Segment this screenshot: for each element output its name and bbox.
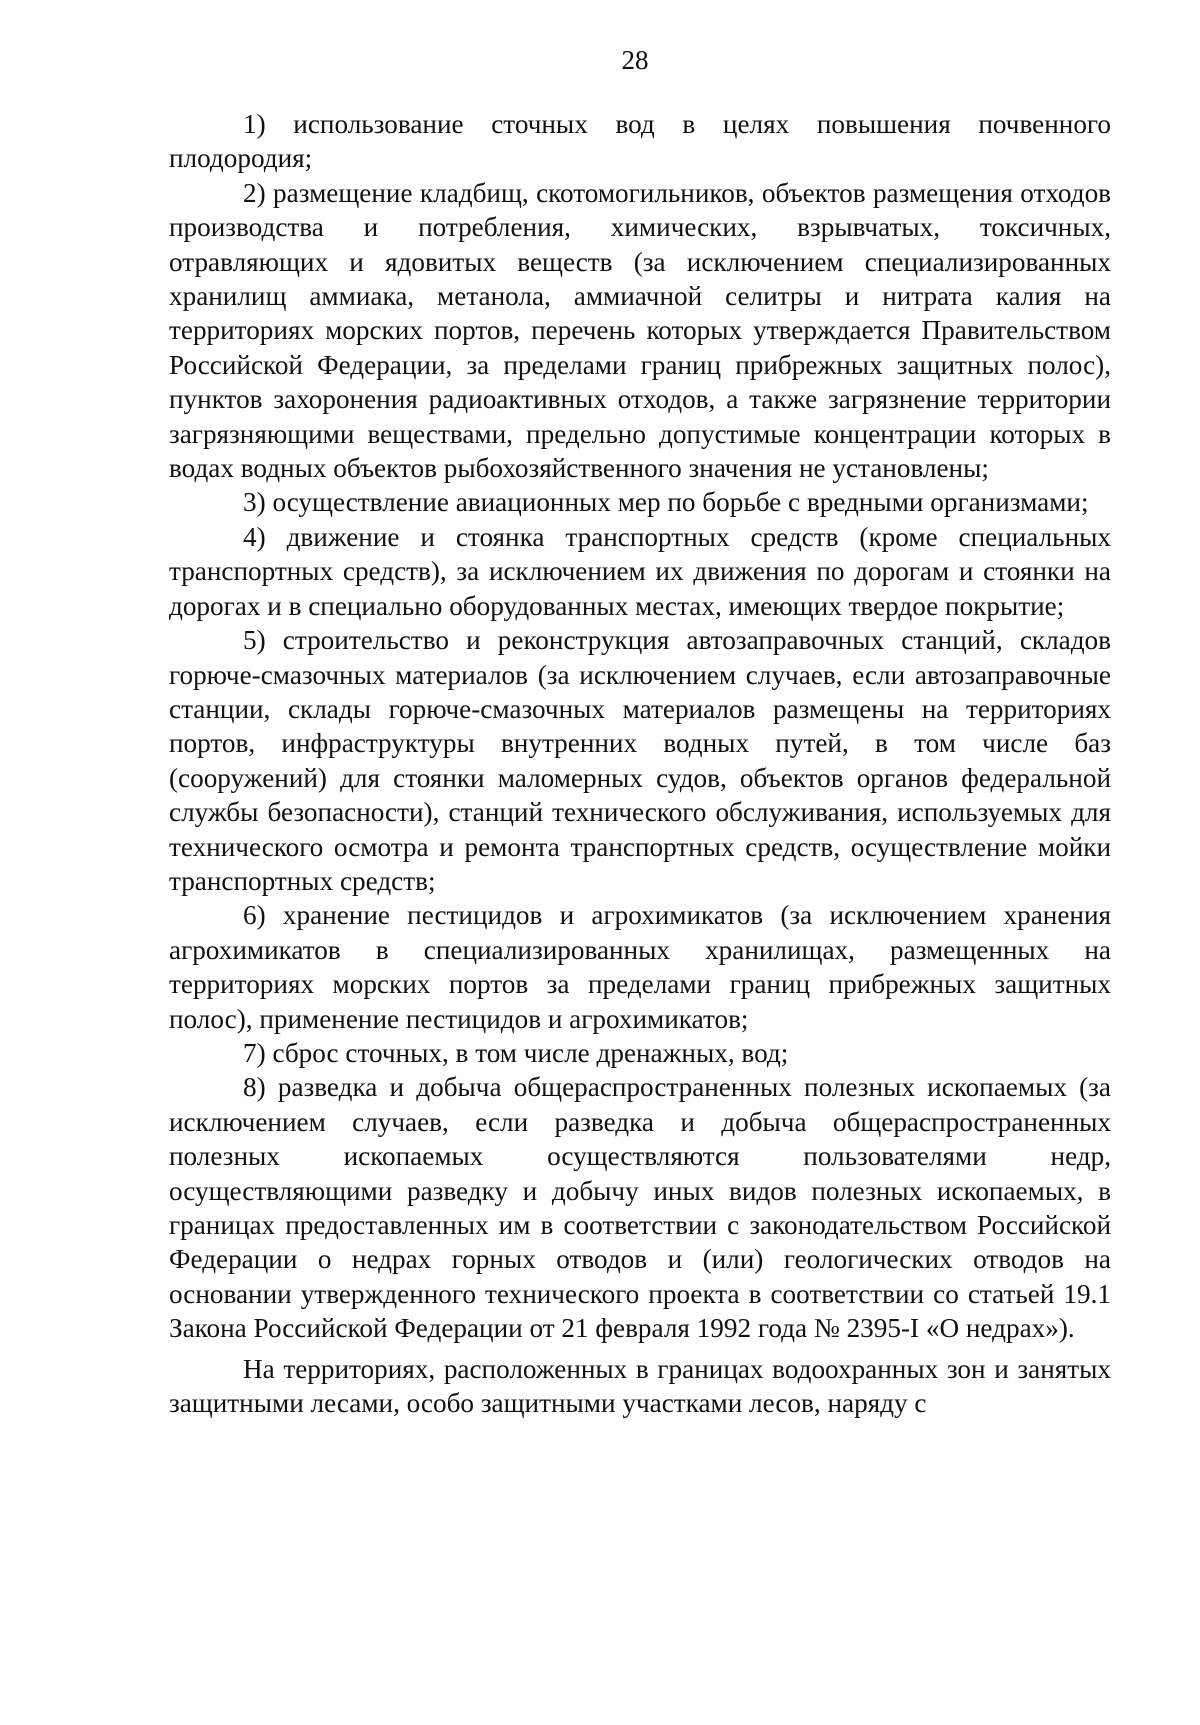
paragraph-water-protection-zones: На территориях, расположенных в границах водоохранных зон и занятых защитными лесами, особо защитными участками лесов, наряду с xyxy=(169,1353,1111,1419)
paragraph-item-8: 8) разведка и добыча общераспространенных полезных ископаемых (за исключением случаев, если разведка и добыча общераспространенных полезных ископаемых осуществляются пользователями недр, осуществляющими разведку и добычу иных видов полезных ископаемых, в границах предоставленных им в соответствии с законодательством Российской Федерации о недрах горных отводов и (или) геологических отводов на основании утвержденного технического проекта в соответствии со статьей 19.1 Закона Российской Федерации от 21 февраля 1992 года № 2395-I «О недрах»). xyxy=(169,1072,1111,1344)
paragraph-item-4: 4) движение и стоянка транспортных средств (кроме специальных транспортных средств), за исключением их движения по дорогам и стоянки на дорогах и в специально оборудованных местах, имеющих твердое покрытие; xyxy=(169,521,1111,621)
paragraph-item-2: 2) размещение кладбищ, скотомогильников, объектов размещения отходов производства и потребления, химических, взрывчатых, токсичных, отравляющих и ядовитых веществ (за исключением специализированных хранилищ аммиака, метанола, аммиачной селитры и нитрата калия на территориях морских портов, перечень которых утверждается Правительством Российской Федерации, за пределами границ прибрежных защитных полос), пунктов захоронения радиоактивных отходов, а также загрязнение территории загрязняющими веществами, предельно допустимые концентрации которых в водах водных объектов рыбохозяйственного значения не установлены; xyxy=(169,177,1111,484)
document-body xyxy=(169,107,1111,1420)
paragraph-item-6: 6) хранение пестицидов и агрохимикатов (за исключением хранения агрохимикатов в специализированных хранилищах, размещенных на территориях морских портов за пределами границ прибрежных защитных полос), применение пестицидов и агрохимикатов; xyxy=(169,900,1111,1034)
paragraph-item-1: 1) использование сточных вод в целях повышения почвенного плодородия; xyxy=(169,109,1111,174)
paragraph-item-5: 5) строительство и реконструкция автозаправочных станций, складов горюче-смазочных материалов (за исключением случаев, если автозаправочные станции, склады горюче-смазочных материалов размещены на территориях портов, инфраструктуры внутренних водных путей, в том числе баз (сооружений) для стоянки маломерных судов, объектов органов федеральной службы безопасности), станций технического обслуживания, используемых для технического осмотра и ремонта транспортных средств, осуществление мойки транспортных средств; xyxy=(169,625,1111,896)
paragraph-item-7: 7) сброс сточных, в том числе дренажных, вод; xyxy=(243,1037,789,1068)
page-number: 28 xyxy=(621,45,649,75)
paragraph-item-3: 3) осуществление авиационных мер по борьбе с вредными организмами; xyxy=(243,487,1089,518)
